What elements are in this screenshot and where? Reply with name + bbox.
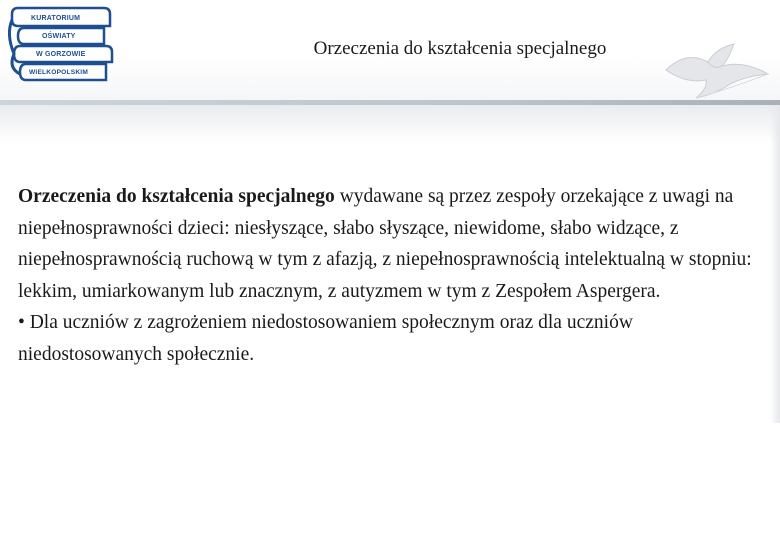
logo-line-2: OŚWIATY [42,33,76,40]
content-edge-shade [770,105,780,423]
logo-line-1: KURATORIUM [31,15,81,22]
page-title: Orzeczenia do kształcenia specjalnego [313,38,607,59]
logo-line-4: WIELKOPOLSKIM [29,69,89,76]
lead-term: Orzeczenia do kształcenia specjalnego [18,186,335,207]
bird-book-icon [656,40,774,102]
bullet-item: • Dla uczniów z zagrożeniem niedostosowaniem społecznym oraz dla uczniów niedostosowanych społecznie. [18,312,633,365]
body-text [18,181,766,371]
lead-description: wydawane są przez zespoły orzekające z uwagi na niepełnosprawności dzieci: niesłyszące, słabo słyszące, niewidome, słabo widzące, z niepełnosprawnością ruchową w tym z afazją, z niepełnosprawnością intelektualną w stopniu: lekkim, umiarkowanym lub znacznym, z autyzmem w tym z Zespołem Aspergera. [18,186,752,302]
kuratorium-logo [4,4,122,86]
main-paragraph [18,181,766,307]
logo-line-3: W GORZOWIE [36,51,86,58]
